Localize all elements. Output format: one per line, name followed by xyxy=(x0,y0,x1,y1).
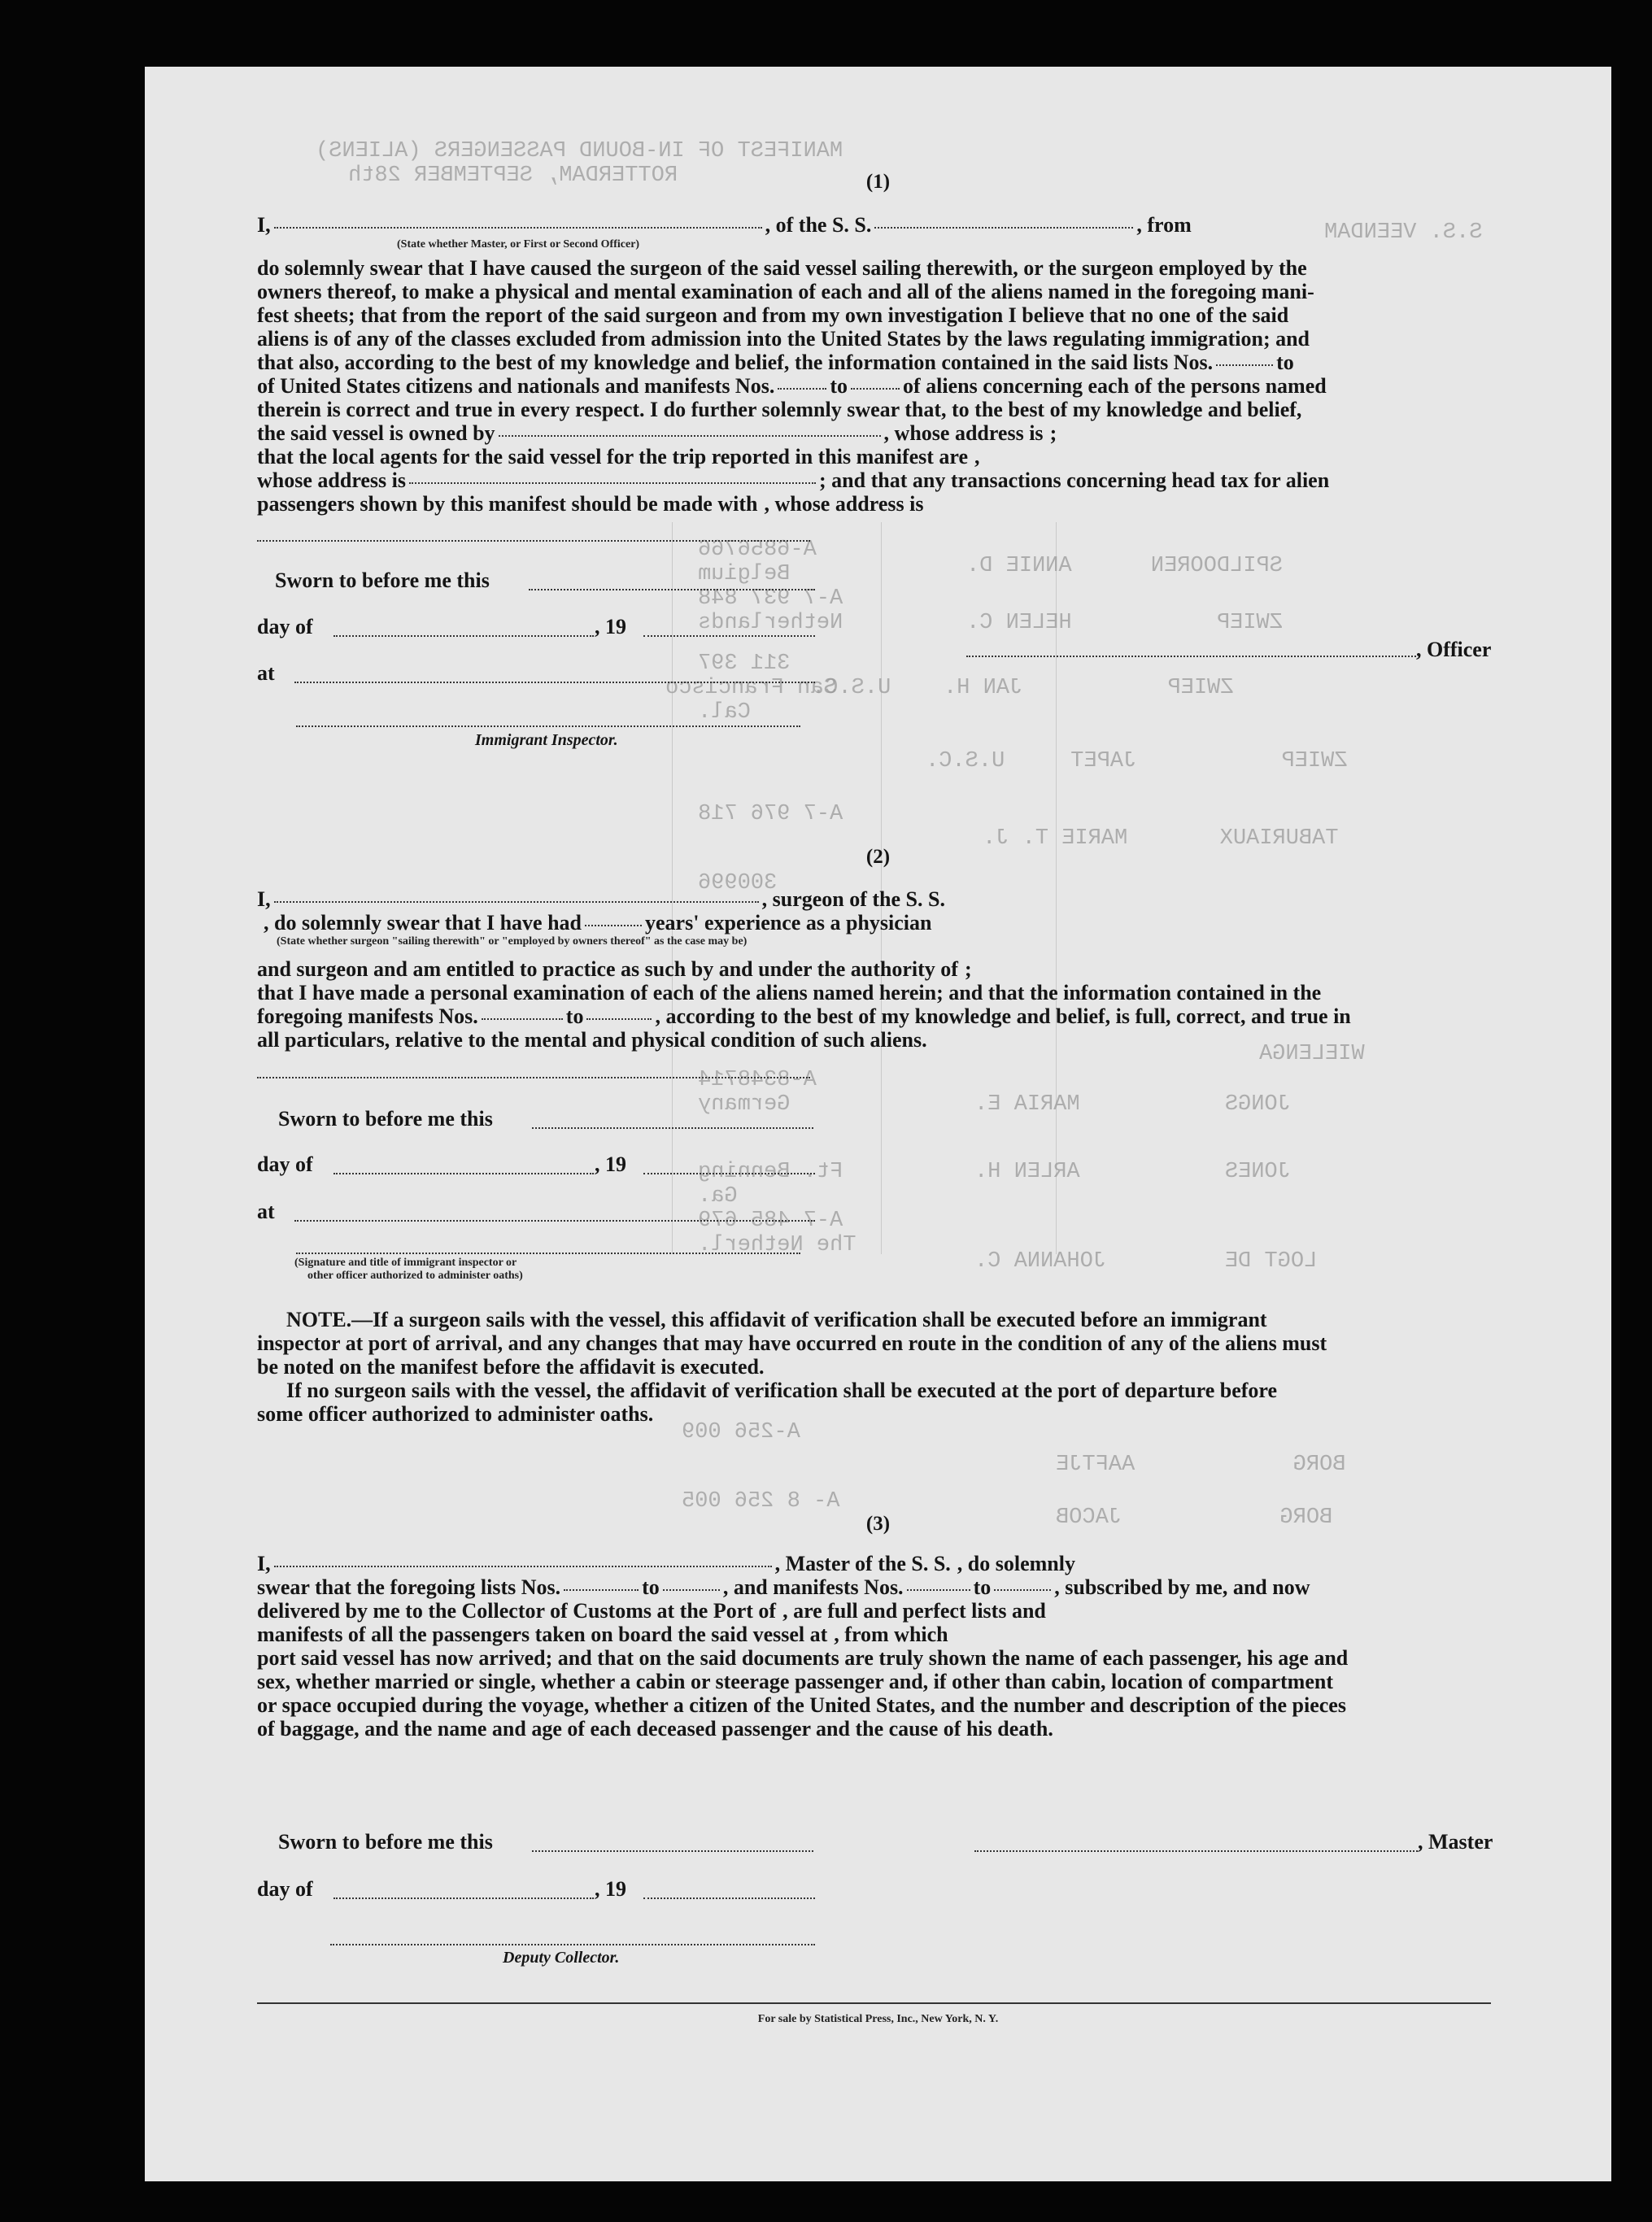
section-3-heading: (3) xyxy=(865,1513,891,1535)
immigrant-inspector-label: Immigrant Inspector. xyxy=(475,731,618,749)
alien-manifest-from-field[interactable] xyxy=(778,388,826,390)
show-through-line: SPILDOOREN ANNIE D. xyxy=(966,554,1283,578)
s1-day-label: day of xyxy=(257,615,313,638)
s2-signature-caption-1: (Signature and title of immigrant inspector or xyxy=(294,1257,517,1269)
agents-address-field[interactable] xyxy=(409,482,816,484)
s3-manifests-to-field[interactable] xyxy=(994,1589,1051,1591)
alien-manifest-to-field[interactable] xyxy=(851,388,900,390)
show-through-line: A-6856766 xyxy=(698,538,817,562)
s2-signature-field[interactable] xyxy=(296,1253,800,1254)
show-through-line: ROTTERDAM, SEPTEMBER 28th xyxy=(348,163,678,188)
show-through-line: San Francisco xyxy=(665,676,837,700)
master-name-field[interactable] xyxy=(274,1566,772,1567)
section-2-body: and surgeon and am entitled to practice as such by and under the authority of ; that I have made a personal examination of each of the aliens named herein; and that the information contained in the foregoing manifests Nos. to , according to the best of my knowledge and belief, is full, correct, and true in all particulars, relative to the mental and physical condition of such aliens. xyxy=(257,957,1351,1052)
section-1-body: do solemnly swear that I have caused the surgeon of the said vessel sailing therewith, or the surgeon employed by the owners thereof, to make a physical and mental examination of each and all of the aliens named in the foregoing mani- fest sheets; that from the report of the said surgeon and from my own investigation I believe that no one of the said aliens is of any of the classes excluded from admission into the United States by the laws regulating immigration; and that also, according to the best of my knowledge and belief, the information contained in the said lists Nos. to of United States citizens and nationals and manifests Nos. to of aliens concerning each of the persons named therein is correct and true in every respect. I do further solemnly swear that, to the best of my knowledge and belief, the said vessel is owned by , whose address is ; that the local agents for the said vessel for the trip reported in this manifest are , whose address is ; and that any transactions concerning head tax for alien passengers shown by this manifest should be made with , whose address is xyxy=(257,256,1330,516)
s3-year-field[interactable] xyxy=(643,1897,815,1899)
s3-lists-from-field[interactable] xyxy=(564,1589,639,1591)
show-through-line: A-7 937 848 xyxy=(698,586,843,611)
s3-sworn-date-field[interactable] xyxy=(532,1850,813,1852)
s3-sworn-label: Sworn to before me this xyxy=(278,1830,493,1854)
surgeon-status-caption: (State whether surgeon "sailing therewith" or "employed by owners thereof" as the case may be) xyxy=(277,935,748,948)
show-through-line: Ft. Benning xyxy=(698,1160,843,1184)
s1-year-label: , 19 xyxy=(595,615,626,638)
show-through-line: BORG JACOB xyxy=(1056,1505,1333,1530)
inspector-signature-field[interactable] xyxy=(296,725,800,727)
show-through-line: 300996 xyxy=(698,871,778,895)
s3-month-field[interactable] xyxy=(333,1897,594,1899)
s1-month-field[interactable] xyxy=(333,635,594,637)
show-through-line: A- 8 256 005 xyxy=(682,1489,840,1514)
address-continuation-line[interactable] xyxy=(257,540,810,542)
show-through-line: Ga. xyxy=(698,1184,738,1209)
show-through-line: JONGS MARIA E. xyxy=(974,1092,1291,1117)
footer-rule xyxy=(257,2002,1491,2004)
s3-year-label: , 19 xyxy=(595,1877,626,1901)
show-through-line: Germany xyxy=(698,1092,791,1117)
show-through-line: JONES ARLEN H. xyxy=(974,1160,1291,1184)
master-signature-field[interactable] xyxy=(974,1850,1418,1852)
s1-sworn-date-field[interactable] xyxy=(529,589,815,590)
show-through-line: Cal. xyxy=(698,700,751,725)
years-experience-field[interactable] xyxy=(585,925,642,926)
section-1-heading: (1) xyxy=(865,171,891,193)
s2-at-label: at xyxy=(257,1200,275,1223)
section-2-heading: (2) xyxy=(865,846,891,868)
s2-signature-caption-2: other officer authorized to administer oaths) xyxy=(307,1270,523,1282)
collector-signature-field[interactable] xyxy=(330,1944,815,1945)
s2-year-label: , 19 xyxy=(595,1152,626,1176)
vessel-owner-field[interactable] xyxy=(499,435,881,437)
s2-day-label: day of xyxy=(257,1152,313,1176)
officer-rank-caption: (State whether Master, or First or Second Officer) xyxy=(397,238,640,251)
section-3-oath: I, , Master of the S. S. , do solemnly swear that the foregoing lists Nos. to , and manifests Nos. to , subscribed by me, and now delivered by me to the Collector of Customs at the Port of , are full and perfect lists and manifests of all the passengers taken on board the said vessel at , from which port said vessel has now arrived; and that on the said documents are truly shown the name of each passenger, his age and sex, whether married or single, whether a cabin or steerage passenger and, if other than cabin, location of compartment or space occupied during the voyage, whether a citizen of the United States, and the number and description of the pieces of baggage, and the name and age of each deceased passenger and the cause of his death. xyxy=(257,1552,1349,1741)
manifest-affidavit-sheet xyxy=(145,67,1611,2181)
s1-year-field[interactable] xyxy=(643,635,815,637)
citizen-list-from-field[interactable] xyxy=(1216,364,1273,366)
section-2-oath: I, , surgeon of the S. S. , do solemnly swear that I have had years' experience as a physician xyxy=(257,887,945,935)
show-through-line: MANIFEST OF IN-BOUND PASSENGERS (ALIENS) xyxy=(316,139,843,163)
section-1-oath xyxy=(257,213,1491,237)
s2-upper-line[interactable] xyxy=(257,1077,810,1078)
s2-manifest-from-field[interactable] xyxy=(482,1018,563,1020)
s1-line: I, , of the S. S. , from xyxy=(257,213,1192,237)
show-through-line: Belgium xyxy=(698,562,791,586)
s2-place-field[interactable] xyxy=(294,1220,815,1222)
s3-day-label: day of xyxy=(257,1877,313,1901)
master-label: , Master xyxy=(1418,1830,1493,1854)
show-through-line: A-8348714 xyxy=(698,1068,817,1092)
show-through-line: A-7 976 718 xyxy=(698,802,843,826)
verification-note: NOTE.—If a surgeon sails with the vessel, this affidavit of verification shall be executed before an immigrant inspector at port of arrival, and any changes that may have occurred en route in the condition of any of the aliens must be noted on the manifest before the affidavit is executed. If no surgeon sails with the vessel, the affidavit of verification shall be executed at the port of departure before some officer authorized to administer oaths. xyxy=(257,1308,1327,1426)
s2-sworn-label: Sworn to before me this xyxy=(278,1107,493,1131)
s2-manifest-to-field[interactable] xyxy=(586,1018,652,1020)
show-through-line: S.S. VEENDAM xyxy=(1324,220,1483,245)
s2-year-field[interactable] xyxy=(643,1173,815,1174)
show-through-line: ZWIEP JAN H. U.S.C. xyxy=(812,676,1234,700)
show-through-line: BORG AAFTJE xyxy=(1056,1453,1346,1477)
s3-manifests-from-field[interactable] xyxy=(907,1589,970,1591)
s2-month-field[interactable] xyxy=(333,1173,594,1174)
show-through-line: The Netherl. xyxy=(698,1233,857,1257)
show-through-line: WIELENGA xyxy=(1259,1042,1365,1066)
show-through-line: A-7 485 679 xyxy=(698,1209,843,1233)
officer-rank-field[interactable] xyxy=(274,227,762,229)
officer-signature-field[interactable] xyxy=(966,656,1416,657)
officer-label: , Officer xyxy=(1416,638,1492,661)
show-through-line: LOGT DE JOHANNA C. xyxy=(974,1249,1318,1274)
s1-sworn-label: Sworn to before me this xyxy=(275,569,490,592)
show-through-line: TABURIAUX MARIE T. J. xyxy=(983,826,1339,851)
show-through-line: ZWIEP JAPET U.S.C. xyxy=(926,749,1348,773)
show-through-line: ZWIEP HELEN C. xyxy=(966,611,1283,635)
show-through-line: Netherlands xyxy=(698,611,843,635)
s3-lists-to-field[interactable] xyxy=(663,1589,720,1591)
show-through-line: 311 397 xyxy=(698,651,791,676)
s1-at-label: at xyxy=(257,661,275,685)
s1-place-field[interactable] xyxy=(294,682,815,683)
show-through-line: A-256 009 xyxy=(682,1420,800,1444)
deputy-collector-label: Deputy Collector. xyxy=(503,1949,620,1967)
surgeon-name-field[interactable] xyxy=(274,901,759,903)
vessel-name-field[interactable] xyxy=(874,227,1133,229)
printer-credit: For sale by Statistical Press, Inc., New York, N. Y. xyxy=(757,2013,999,2025)
s2-sworn-date-field[interactable] xyxy=(532,1127,813,1129)
